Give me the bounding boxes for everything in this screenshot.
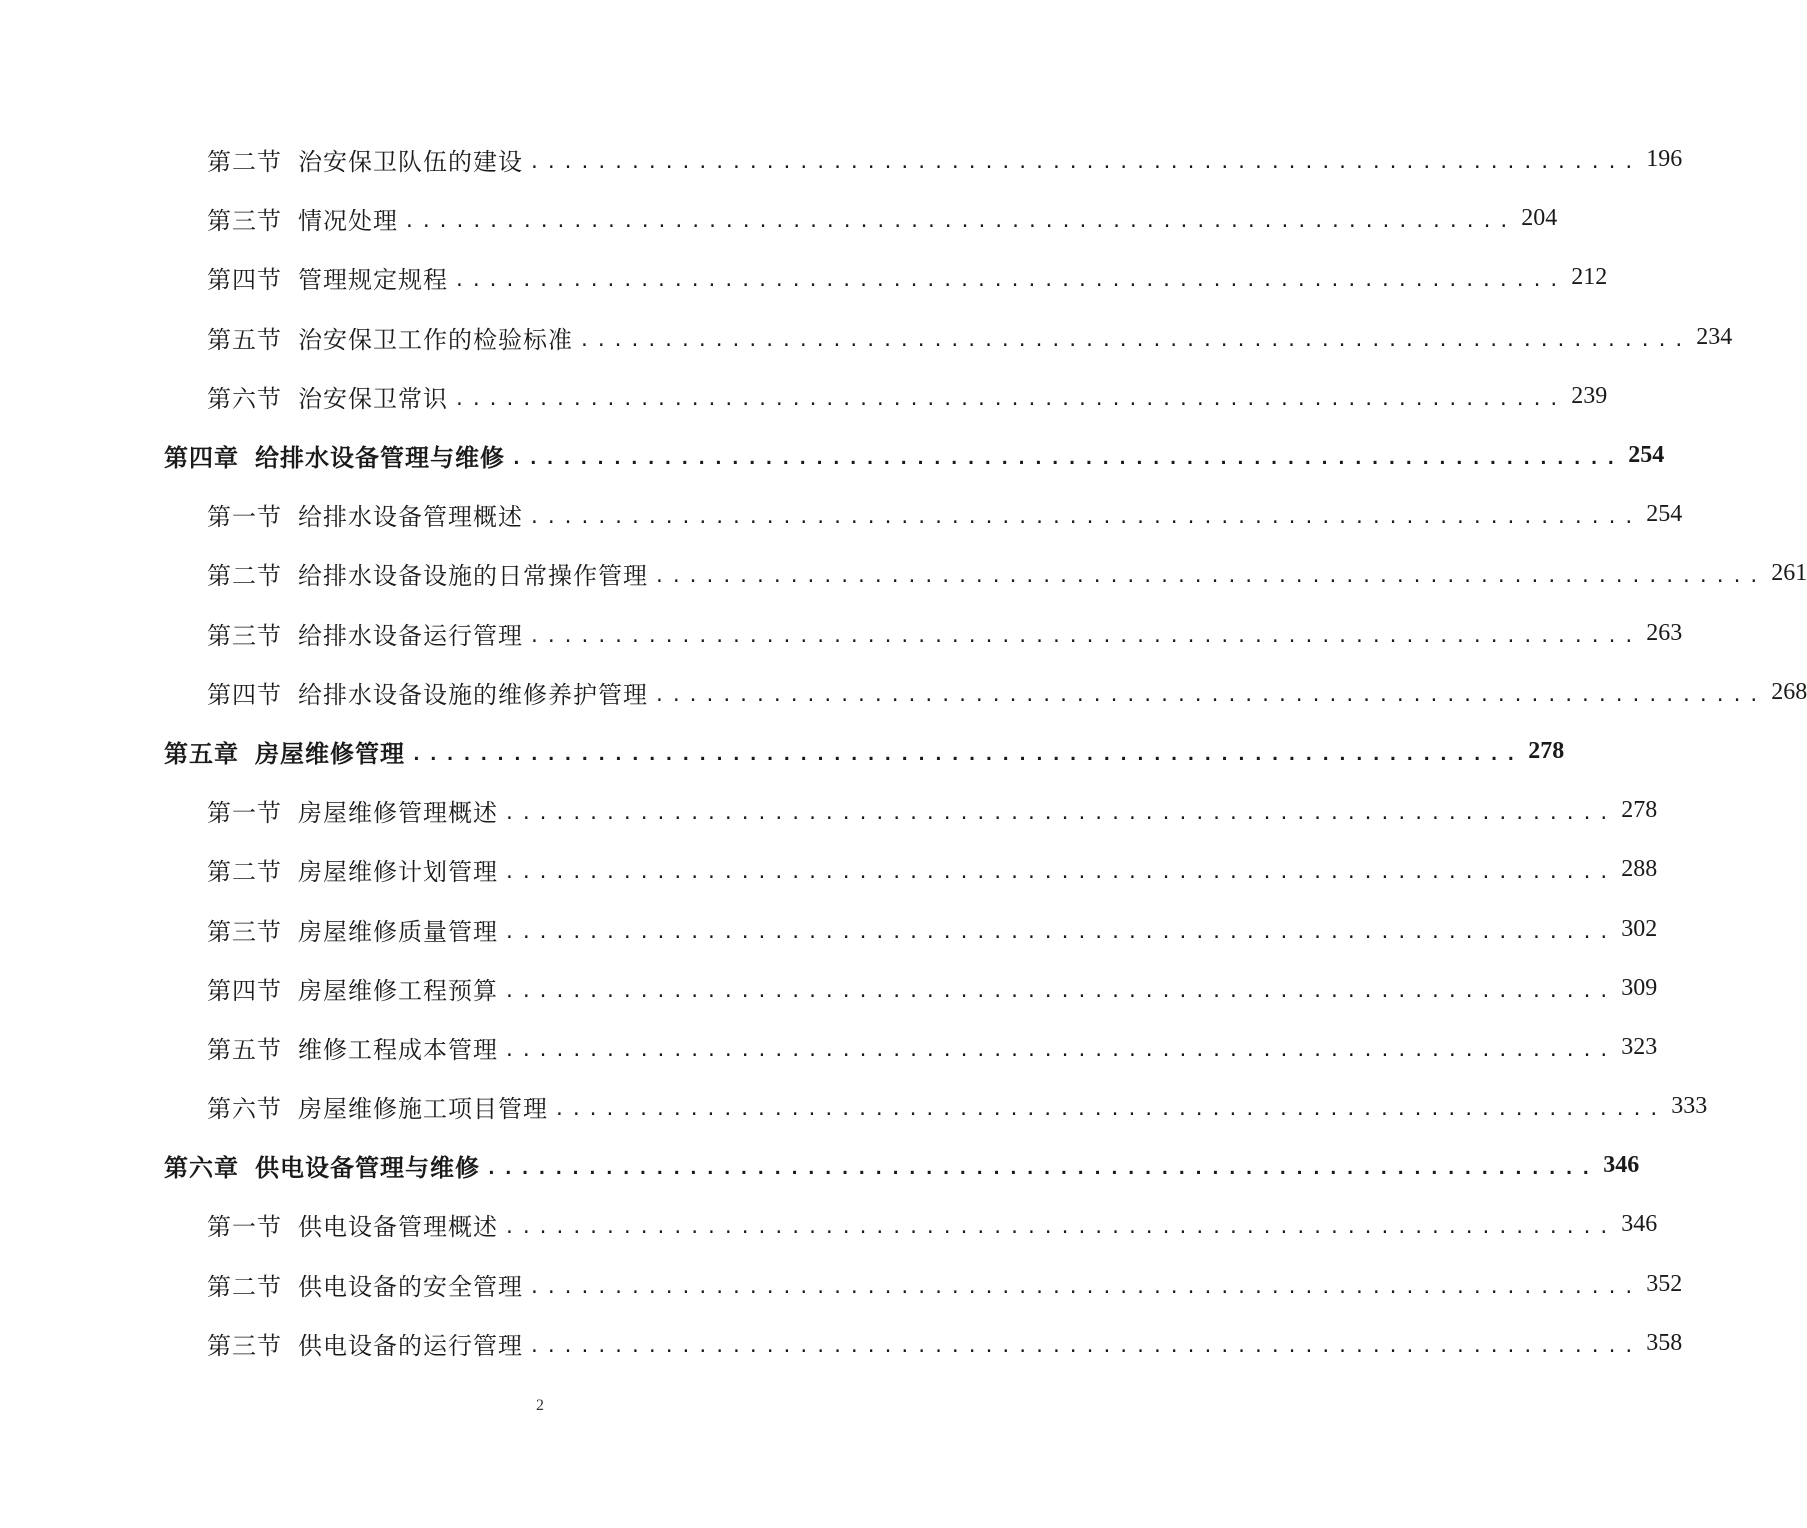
toc-entry-title: 房屋维修工程预算 xyxy=(298,976,498,1005)
toc-entry-title: 情况处理 xyxy=(298,207,398,236)
toc-entry-number: 第三节 xyxy=(207,207,282,236)
toc-entry-number: 第三节 xyxy=(207,621,282,650)
toc-entry[interactable] xyxy=(0,248,1608,307)
toc-entry-title: 给排水设备管理概述 xyxy=(298,503,523,532)
toc-entry[interactable] xyxy=(0,1314,1683,1373)
toc-entry-number: 第六节 xyxy=(207,384,282,413)
toc-entry-page: 302 xyxy=(1621,915,1658,942)
dot-leader: .................................................................. xyxy=(404,211,1516,233)
toc-entry-number: 第五章 xyxy=(164,738,239,768)
toc-entry-number: 第六章 xyxy=(164,1153,239,1183)
dot-leader: .................................................................. xyxy=(504,803,1616,825)
dot-leader: .................................................................. xyxy=(529,625,1641,647)
toc-entry-page: 352 xyxy=(1646,1270,1683,1297)
toc-entry-page: 278 xyxy=(1621,797,1658,824)
toc-entry-title: 管理规定规程 xyxy=(298,266,448,295)
toc-entry-page: 254 xyxy=(1628,442,1665,469)
toc-entry-number: 第三节 xyxy=(207,917,282,946)
toc-entry-page: 196 xyxy=(1646,146,1683,173)
toc-entry-number: 第一节 xyxy=(207,799,282,828)
dot-leader: .................................................................. xyxy=(504,980,1616,1002)
toc-entry-title: 房屋维修施工项目管理 xyxy=(298,1095,548,1124)
toc-entry-number: 第二节 xyxy=(207,1272,282,1301)
dot-leader: .................................................................. xyxy=(504,921,1616,943)
dot-leader: .................................................................. xyxy=(529,1276,1641,1298)
dot-leader: .................................................................. xyxy=(504,862,1616,884)
toc-entry-number: 第三节 xyxy=(207,1331,282,1360)
toc-entry-number: 第四节 xyxy=(207,266,282,295)
toc-chapter-entry[interactable] xyxy=(0,722,1565,781)
toc-entry[interactable] xyxy=(0,840,1658,899)
toc-entry-title: 房屋维修管理概述 xyxy=(298,799,498,828)
toc-entry[interactable] xyxy=(0,308,1733,367)
toc-entry-number: 第二节 xyxy=(207,562,282,591)
dot-leader: .................................................................. xyxy=(529,507,1641,529)
toc-entry-number: 第六节 xyxy=(207,1095,282,1124)
toc-entry-page: 268 xyxy=(1771,678,1807,705)
toc-entry-page: 346 xyxy=(1621,1211,1658,1238)
toc-entry-number: 第五节 xyxy=(207,325,282,354)
dot-leader: .................................................................. xyxy=(504,1217,1616,1239)
page-number: 2 xyxy=(536,1397,544,1414)
toc-entry-title: 房屋维修管理 xyxy=(255,738,405,768)
toc-entry-title: 维修工程成本管理 xyxy=(298,1035,498,1064)
toc-entry-title: 治安保卫常识 xyxy=(298,384,448,413)
toc-entry[interactable] xyxy=(0,663,1807,722)
toc-entry-title: 治安保卫队伍的建设 xyxy=(298,148,523,177)
toc-entry-page: 333 xyxy=(1671,1093,1708,1120)
toc-entry-number: 第四节 xyxy=(207,680,282,709)
dot-leader: .................................................................. xyxy=(411,743,1523,765)
dot-leader: .................................................................. xyxy=(529,152,1641,174)
toc-entry[interactable] xyxy=(0,1077,1708,1136)
toc-entry-page: 212 xyxy=(1571,264,1608,291)
toc-entry-page: 261 xyxy=(1771,560,1807,587)
dot-leader: .................................................................. xyxy=(454,388,1566,410)
toc-entry-number: 第五节 xyxy=(207,1035,282,1064)
toc-entry-title: 供电设备的安全管理 xyxy=(298,1272,523,1301)
toc-entry-title: 治安保卫工作的检验标准 xyxy=(298,325,573,354)
toc-entry[interactable] xyxy=(0,1195,1658,1254)
toc-entry-page: 239 xyxy=(1571,382,1608,409)
table-of-contents xyxy=(0,130,1807,1373)
toc-entry-title: 给排水设备设施的日常操作管理 xyxy=(298,562,648,591)
toc-entry[interactable] xyxy=(0,130,1683,189)
toc-entry-page: 358 xyxy=(1646,1329,1683,1356)
toc-entry-number: 第一节 xyxy=(207,1213,282,1242)
toc-entry-page: 278 xyxy=(1528,737,1565,764)
toc-chapter-entry[interactable] xyxy=(0,1136,1640,1195)
toc-entry-page: 254 xyxy=(1646,501,1683,528)
toc-entry-title: 给排水设备运行管理 xyxy=(298,621,523,650)
toc-entry-number: 第一节 xyxy=(207,503,282,532)
toc-entry-page: 309 xyxy=(1621,974,1658,1001)
toc-entry[interactable] xyxy=(0,899,1658,958)
toc-entry-page: 234 xyxy=(1696,323,1733,350)
dot-leader: .................................................................. xyxy=(504,1039,1616,1061)
toc-entry[interactable] xyxy=(0,485,1683,544)
toc-chapter-entry[interactable] xyxy=(0,426,1665,485)
toc-entry-title: 供电设备管理概述 xyxy=(298,1213,498,1242)
dot-leader: .................................................................. xyxy=(654,566,1766,588)
toc-entry[interactable] xyxy=(0,544,1807,603)
dot-leader: .................................................................. xyxy=(486,1158,1598,1180)
toc-entry-page: 263 xyxy=(1646,619,1683,646)
toc-entry-number: 第二节 xyxy=(207,148,282,177)
dot-leader: .................................................................. xyxy=(579,329,1691,351)
toc-entry[interactable] xyxy=(0,189,1558,248)
dot-leader: .................................................................. xyxy=(654,684,1766,706)
toc-entry[interactable] xyxy=(0,959,1658,1018)
toc-entry[interactable] xyxy=(0,1255,1683,1314)
toc-entry-title: 给排水设备设施的维修养护管理 xyxy=(298,680,648,709)
toc-entry-page: 204 xyxy=(1521,205,1558,232)
toc-entry-title: 给排水设备管理与维修 xyxy=(255,443,505,473)
toc-entry[interactable] xyxy=(0,367,1608,426)
toc-entry-title: 房屋维修计划管理 xyxy=(298,858,498,887)
toc-entry-page: 288 xyxy=(1621,856,1658,883)
toc-entry[interactable] xyxy=(0,1018,1658,1077)
dot-leader: .................................................................. xyxy=(511,448,1623,470)
toc-entry-title: 供电设备管理与维修 xyxy=(255,1153,480,1183)
toc-entry-number: 第四章 xyxy=(164,443,239,473)
toc-entry-title: 供电设备的运行管理 xyxy=(298,1331,523,1360)
toc-entry-page: 323 xyxy=(1621,1033,1658,1060)
dot-leader: .................................................................. xyxy=(529,1335,1641,1357)
toc-entry-page: 346 xyxy=(1603,1152,1640,1179)
toc-entry-title: 房屋维修质量管理 xyxy=(298,917,498,946)
dot-leader: .................................................................. xyxy=(554,1099,1666,1121)
toc-entry[interactable] xyxy=(0,604,1683,663)
toc-entry[interactable] xyxy=(0,781,1658,840)
dot-leader: .................................................................. xyxy=(454,270,1566,292)
toc-entry-number: 第四节 xyxy=(207,976,282,1005)
toc-entry-number: 第二节 xyxy=(207,858,282,887)
